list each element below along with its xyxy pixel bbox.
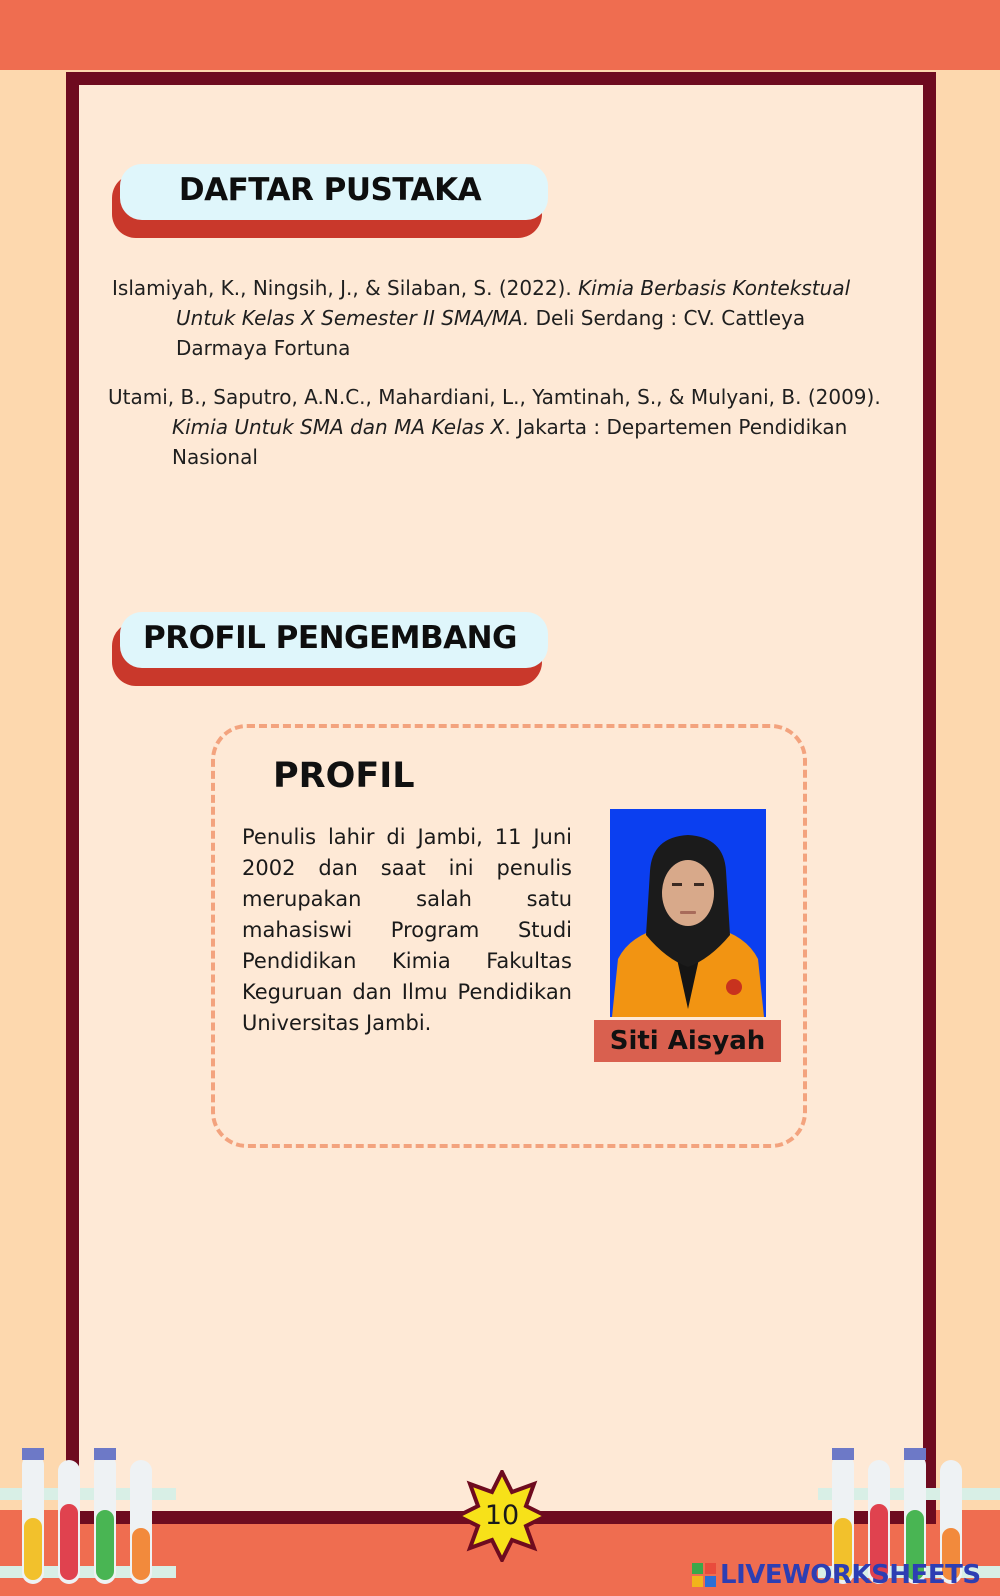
profile-photo [610,809,766,1017]
references-heading-tab [112,164,548,240]
reference-publisher: Deli Serdang : CV. Cattleya Darmaya Fortuna [176,306,806,360]
reference-item [108,382,888,472]
profile-heading: PROFIL PENGEMBANG [142,620,518,656]
liveworksheets-logo-icon [692,1563,716,1587]
references-heading: DAFTAR PUSTAKA [178,172,482,208]
reference-title: Kimia Berbasis Kontekstual Untuk Kelas X Semester II SMA/MA. [176,276,851,330]
profile-heading-tab [112,612,548,688]
reference-publisher: . Jakarta : Departemen Pendidikan Nasional [172,415,848,469]
profile-bio: Penulis lahir di Jambi, 11 Juni 2002 dan saat ini penulis merupakan salah satu mahasiswi Program Studi Pendidikan Kimia Fakultas Keguruan dan Ilmu Pendidikan Universitas Jambi. [242,825,572,1035]
profile-name: Siti Aisyah [594,1020,781,1062]
reference-item [112,273,892,363]
top-band [0,0,1000,70]
profile-card [211,724,807,1148]
reference-authors: Utami, B., Saputro, A.N.C., Mahardiani, L., Yamtinah, S., & Mulyani, B. (2009). [108,385,881,409]
profile-title: PROFIL [273,756,415,796]
test-tubes-left-illustration [0,1448,180,1596]
watermark-text: LIVEWORKSHEETS [720,1560,981,1590]
liveworksheets-watermark [692,1558,992,1592]
reference-authors: Islamiyah, K., Ningsih, J., & Silaban, S. (2022). [112,276,572,300]
reference-title: Kimia Untuk SMA dan MA Kelas X [172,415,505,439]
page-number: 10 [484,1500,520,1531]
